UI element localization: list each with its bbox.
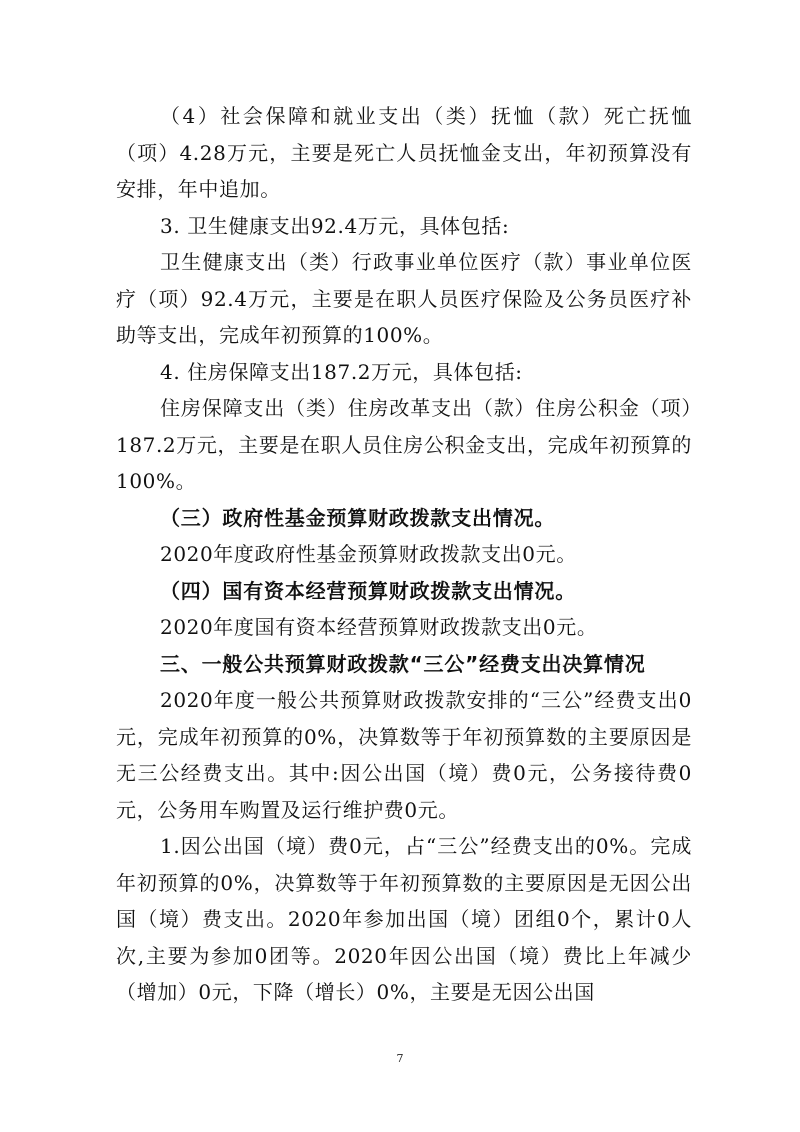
paragraph-social-security-pension: （4）社会保障和就业支出（类）抚恤（款）死亡抚恤（项）4.28万元，主要是死亡人员抚恤金支出，年初预算没有安排，年中追加。	[116, 104, 692, 201]
paragraph-health-detail: 卫生健康支出（类）行政事业单位医疗（款）事业单位医疗（项）92.4万元，主要是在职人员医疗保险及公务员医疗补助等支出，完成年初预算的100%。	[116, 250, 692, 347]
paragraph-state-capital: 2020年度国有资本经营预算财政拨款支出0元。	[160, 615, 598, 639]
paragraph-housing-heading: 4. 住房保障支出187.2万元，具体包括:	[160, 359, 523, 384]
page-number: 7	[396, 1052, 404, 1065]
section-heading-three-public-expenses: 三、一般公共预算财政拨款“三公”经费支出决算情况	[160, 651, 646, 676]
section-heading-state-capital: （四）国有资本经营预算财政拨款支出情况。	[160, 578, 576, 603]
document-body	[116, 98, 692, 1011]
paragraph-government-fund: 2020年度政府性基金预算财政拨款支出0元。	[160, 542, 577, 566]
paragraph-housing-detail: 住房保障支出（类）住房改革支出（款）住房公积金（项）187.2万元，主要是在职人员住房公积金支出，完成年初预算的100%。	[116, 396, 692, 493]
paragraph-overseas-travel: 1.因公出国（境）费0元，占“三公”经费支出的0%。完成年初预算的0%，决算数等于年初预算数的主要原因是无因公出国（境）费支出。2020年参加出国（境）团组0个，累计0人次,主要为参加0团等。2020年因公出国（境）费比上年减少（增加）0元，下降（增长）0%，主要是无因公出国	[116, 834, 692, 1004]
section-heading-government-fund: （三）政府性基金预算财政拨款支出情况。	[160, 505, 556, 530]
paragraph-three-public-expenses: 2020年度一般公共预算财政拨款安排的“三公”经费支出0元，完成年初预算的0%，决算数等于年初预算数的主要原因是无三公经费支出。其中:因公出国（境）费0元，公务接待费0元，公务用车购置及运行维护费0元。	[116, 688, 692, 822]
paragraph-health-heading: 3. 卫生健康支出92.4万元，具体包括:	[160, 213, 510, 238]
